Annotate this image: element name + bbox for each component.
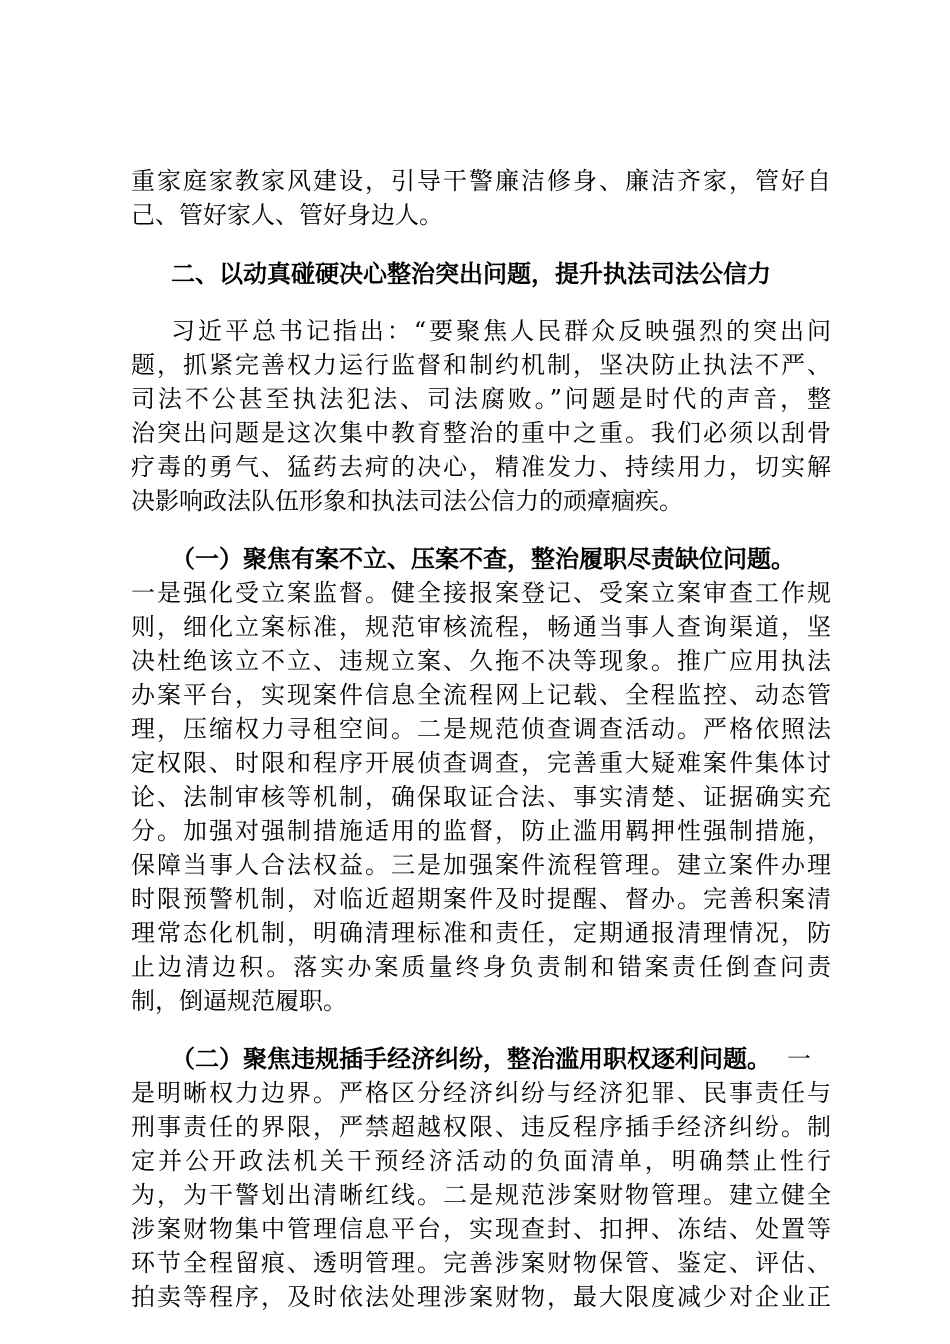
text-line: 止边清边积。落实办案质量终身负责制和错案责任倒查问责 [131, 953, 831, 981]
text-line: 拍卖等程序，及时依法处理涉案财物，最大限度减少对企业正 [131, 1283, 831, 1311]
text-line: 办案平台，实现案件信息全流程网上记载、全程监控、动态管 [131, 681, 831, 709]
section-heading: 二、以动真碰硬决心整治突出问题，提升执法司法公信力 [171, 259, 771, 288]
text-line: 论、法制审核等机制，确保取证合法、事实清楚、证据确实充 [131, 783, 831, 811]
text-line: 理常态化机制，明确清理标准和责任，定期通报清理情况，防 [131, 919, 831, 947]
text-line: 重家庭家教家风建设，引导干警廉洁修身、廉洁齐家，管好自 [131, 167, 831, 195]
text-line: 决杜绝该立不立、违规立案、久拖不决等现象。推广应用执法 [131, 647, 831, 675]
text-line: 则，细化立案标准，规范审核流程，畅通当事人查询渠道，坚 [131, 613, 831, 641]
text-line: 司法不公甚至执法犯法、司法腐败。”问题是时代的声音，整 [131, 385, 831, 413]
paragraph-family-ethics [131, 164, 831, 232]
text-line: 环节全程留痕、透明管理。完善涉案财物保管、鉴定、评估、 [131, 1249, 831, 1277]
text-line: 习近平总书记指出：“要聚焦人民群众反映强烈的突出问 [171, 317, 831, 345]
text-inline: 一 [787, 1045, 811, 1073]
text-line: 定并公开政法机关干预经济活动的负面清单，明确禁止性行 [131, 1147, 831, 1175]
text-line: 是明晰权力边界。严格区分经济纠纷与经济犯罪、民事责任与 [131, 1079, 831, 1107]
paragraph-quote [131, 314, 831, 518]
paragraph-case-filing [131, 542, 831, 1018]
document-page [131, 164, 831, 1314]
text-line: 保障当事人合法权益。三是加强案件流程管理。建立案件办理 [131, 851, 831, 879]
text-line: 分。加强对强制措施适用的监督，防止滥用羁押性强制措施， [131, 817, 831, 845]
text-line: 治突出问题是这次集中教育整治的重中之重。我们必须以刮骨 [131, 419, 831, 447]
text-line: 制，倒逼规范履职。 [131, 987, 347, 1015]
text-line: 定权限、时限和程序开展侦查调查，完善重大疑难案件集体讨 [131, 749, 831, 777]
text-line: 刑事责任的界限，严禁超越权限、违反程序插手经济纠纷。制 [131, 1113, 831, 1141]
text-line: 为，为干警划出清晰红线。二是规范涉案财物管理。建立健全 [131, 1181, 831, 1209]
paragraph-economic-disputes [131, 1042, 831, 1314]
text-line: 理，压缩权力寻租空间。二是规范侦查调查活动。严格依照法 [131, 715, 831, 743]
text-line: 疗毒的勇气、猛药去疴的决心，精准发力、持续用力，切实解 [131, 453, 831, 481]
subsection-title: （一）聚焦有案不立、压案不查，整治履职尽责缺位问题。 [171, 544, 795, 573]
text-line: 一是强化受立案监督。健全接报案登记、受案立案审查工作规 [131, 579, 831, 607]
subsection-title-line [131, 1042, 831, 1076]
subsection-title: （二）聚焦违规插手经济纠纷，整治滥用职权逐利问题。 [171, 1044, 771, 1073]
text-line: 决影响政法队伍形象和执法司法公信力的顽瘴痼疾。 [131, 487, 683, 515]
text-line: 题，抓紧完善权力运行监督和制约机制，坚决防止执法不严、 [131, 351, 831, 379]
text-line: 涉案财物集中管理信息平台，实现查封、扣押、冻结、处置等 [131, 1215, 831, 1243]
text-line: 己、管好家人、管好身边人。 [131, 201, 443, 229]
text-line: 时限预警机制，对临近超期案件及时提醒、督办。完善积案清 [131, 885, 831, 913]
